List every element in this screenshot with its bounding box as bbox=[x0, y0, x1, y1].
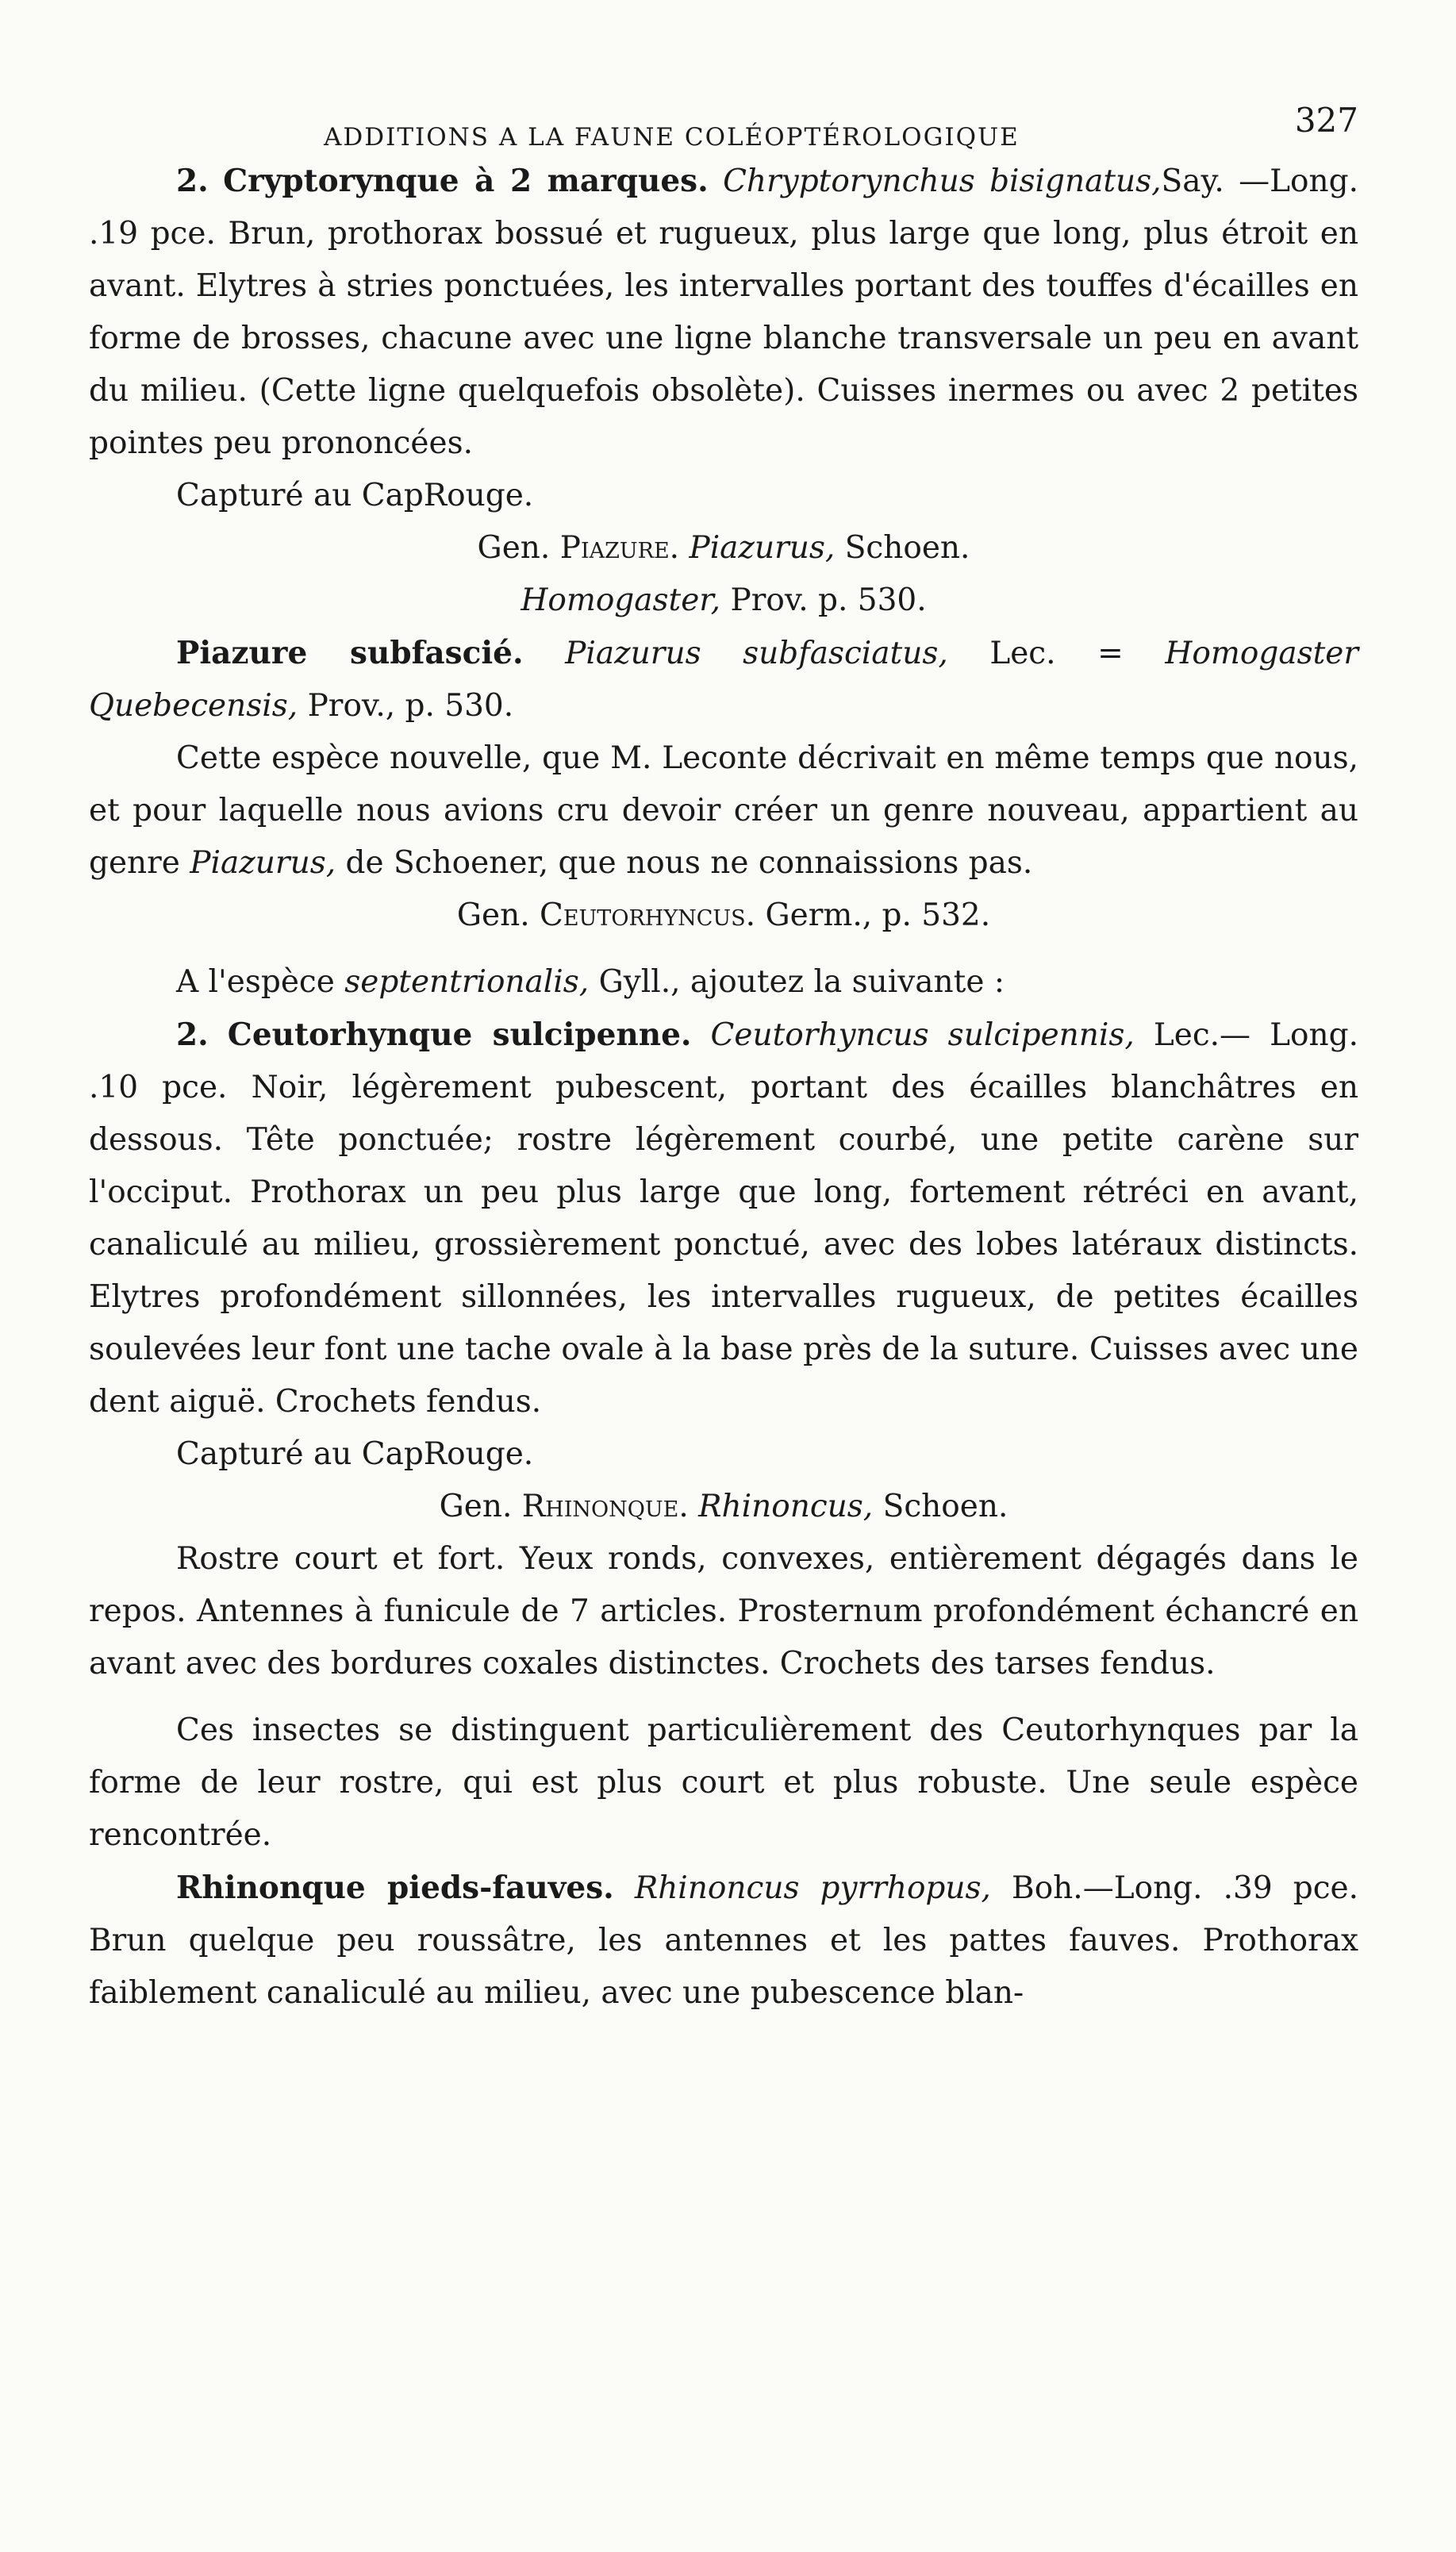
species-name: Piazure subfascié. bbox=[176, 635, 524, 671]
genus-prefix: Gen. bbox=[456, 897, 530, 933]
genus-author: Schoen. bbox=[882, 1489, 1008, 1524]
genus-heading-ceutorhyncus bbox=[89, 890, 1358, 942]
genus-synonym bbox=[89, 575, 1358, 627]
species-author: Say. bbox=[1161, 163, 1224, 199]
species-name: Cryptorynque à 2 marques. bbox=[223, 163, 709, 199]
remark-latin: Piazurus, bbox=[190, 845, 336, 881]
genus-name: Ceutorhyncus. bbox=[540, 897, 756, 933]
species-latin: Rhinoncus pyrrhopus, bbox=[634, 1870, 991, 1906]
genus-heading-piazure bbox=[89, 522, 1358, 575]
genus-heading-rhinonque bbox=[89, 1481, 1358, 1533]
species-name: Rhinonque pieds-fauves. bbox=[176, 1870, 614, 1906]
genus-remark: Ces insectes se distinguent particulièrement des Ceutorhynques par la forme de leur rostre, qui est plus court et plus robuste. Une seule espèce rencontrée. bbox=[89, 1712, 1358, 1853]
species-ref: Prov., p. 530. bbox=[307, 688, 514, 724]
synonym-ref: Prov. p. 530. bbox=[730, 582, 927, 618]
page-number: 327 bbox=[1294, 101, 1358, 140]
species-latin: Chryptorynchus bisignatus, bbox=[723, 163, 1162, 199]
ceutorhyncus-intro bbox=[89, 956, 1358, 1009]
running-title: ADDITIONS A LA FAUNE COLÉOPTÉROLOGIQUE bbox=[324, 123, 1020, 152]
genus-description: Rostre court et fort. Yeux ronds, convexes, entièrement dégagés dans le repos. Antennes à funicule de 7 articles. Prosternum profondément échancré en avant avec des bordures coxales distinctes. Crochets des tarses fendus. bbox=[89, 1541, 1358, 1681]
genus-prefix: Gen. bbox=[439, 1489, 513, 1524]
genus-latin: Rhinoncus, bbox=[698, 1489, 874, 1524]
species-author: Boh. bbox=[1012, 1870, 1083, 1906]
remark-text-2: de Schoener, que nous ne connaissions pas. bbox=[345, 845, 1033, 881]
running-head bbox=[89, 99, 1358, 155]
intro-latin: septentrionalis, bbox=[344, 964, 590, 1000]
intro-text-1: A l'espèce bbox=[176, 964, 335, 1000]
capture-note: Capturé au CapRouge. bbox=[176, 478, 534, 513]
species-number: 2. bbox=[176, 163, 209, 199]
species-number: 2. bbox=[176, 1017, 209, 1053]
genus-author: Schoen. bbox=[844, 530, 970, 566]
species-synonym: Homogaster Quebecensis, bbox=[89, 636, 1358, 724]
genus-name: Piazure. bbox=[559, 530, 680, 566]
genus-ref: Germ., p. 532. bbox=[765, 897, 991, 933]
piazure-remark bbox=[89, 732, 1358, 890]
species-description: —Long. .19 pce. Brun, prothorax bossué et rugueux, plus large que long, plus étroit en avant. Elytres à stries ponctuées, les intervalles portant des touffes d'écailles en forme de brosses, chacune avec une ligne blanche transversale un peu en avant du milieu. (Cette ligne quelquefois obsolète). Cuisses inermes ou avec 2 petites pointes peu prononcées. bbox=[89, 163, 1358, 461]
synonym-latin: Homogaster, bbox=[521, 582, 721, 618]
species-entry-piazure bbox=[89, 627, 1358, 732]
capture-note: Capturé au CapRouge. bbox=[176, 1436, 534, 1472]
intro-text-2: Gyll., ajoutez la suivante : bbox=[598, 964, 1005, 1000]
genus-latin: Piazurus, bbox=[689, 530, 836, 566]
species-description: Long. .10 pce. Noir, légèrement pubescent, portant des écailles blanchâtres en dessous. Tête ponctuée; rostre légèrement courbé, une petite carène sur l'occiput. Prothorax un peu plus large que long, fortement rétréci en avant, canaliculé au milieu, grossièrement ponctué, avec des lobes latéraux distincts. Elytres profondément sillonnées, les intervalles rugueux, de petites écailles soulevées leur font une tache ovale à la base près de la suture. Cuisses avec une dent aiguë. Crochets fendus. bbox=[89, 1017, 1358, 1420]
page bbox=[89, 99, 1358, 2020]
species-description: —Long. .39 pce. Brun quelque peu roussâtre, les antennes et les pattes fauves. Prothorax faiblement canaliculé au milieu, avec une pubescence blan- bbox=[89, 1870, 1359, 2011]
species-author: Lec. = bbox=[989, 636, 1124, 671]
remark-text-1: Cette espèce nouvelle, que M. Leconte décrivait en même temps que nous, et pour laquelle nous avions cru devoir créer un genre nouveau, appartient au genre bbox=[89, 740, 1358, 881]
genus-prefix: Gen. bbox=[477, 530, 551, 566]
species-name: Ceutorhynque sulcipenne. bbox=[227, 1017, 692, 1053]
species-latin: Ceutorhyncus sulcipennis, bbox=[710, 1017, 1135, 1053]
species-author: Lec.— bbox=[1153, 1017, 1251, 1053]
species-latin: Piazurus subfasciatus, bbox=[565, 636, 948, 671]
species-entry-ceutorhynque bbox=[89, 1009, 1358, 1428]
species-entry-cryptorynque bbox=[89, 155, 1358, 470]
species-entry-rhinonque bbox=[89, 1862, 1358, 2020]
genus-name: Rhinonque. bbox=[521, 1489, 689, 1524]
